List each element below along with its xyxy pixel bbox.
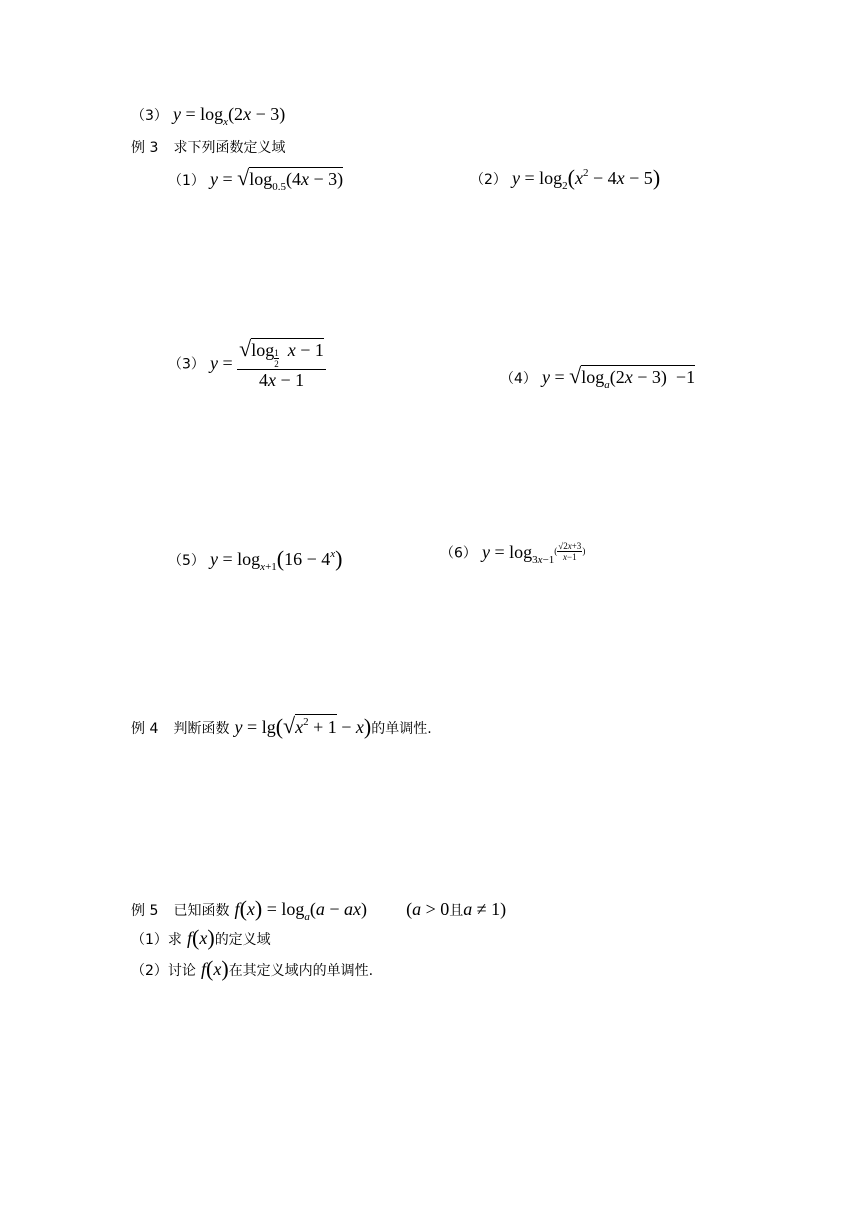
condition: (a > 0且a ≠ 1) (406, 899, 507, 919)
formula: f(x) (201, 956, 229, 981)
example-label: 例 3 (131, 140, 159, 156)
condition-conjunction: 且 (449, 903, 464, 919)
formula: $y = \log_{x+1}(16 - 4^x)$ (210, 546, 343, 573)
example-suffix: 的单调性. (371, 721, 432, 737)
example-label: 例 5 (131, 903, 159, 919)
item-label: （2） (470, 172, 507, 188)
example-prefix: 已知函数 (173, 903, 230, 919)
formula: $y = \log_{3x-1}^{( \frac{√2x+3}{x-1} )}$ (482, 541, 586, 566)
q2-label: （2）讨论 (131, 963, 196, 979)
item-label: （3） (168, 356, 205, 373)
formula: $f(x) = \log_a(a - ax)$ (234, 896, 368, 923)
ex3-item-5 (168, 546, 342, 573)
q2-suffix: 在其定义域内的单调性. (228, 963, 374, 979)
example-prefix: 判断函数 (173, 721, 230, 737)
formula: y = (210, 352, 238, 373)
q1-label: （1）求 (131, 932, 182, 948)
fraction: √log $_{\frac{1}{2}}$ x − 1 4x − 1 (239, 336, 324, 390)
example-5-q1 (131, 925, 271, 951)
ex3-item-6 (440, 541, 585, 566)
example-title: 求下列函数定义域 (173, 140, 286, 156)
example-5-q2 (131, 956, 373, 982)
ex3-item-3 (168, 336, 326, 391)
item-label: （1） (168, 173, 205, 189)
example-4 (131, 713, 432, 740)
formula: $y = √\log_a(2x - 3) -1$ (542, 363, 696, 391)
item-label: （4） (500, 371, 537, 387)
item-label: （6） (440, 545, 477, 562)
formula: f(x) (187, 925, 215, 950)
example-label: 例 4 (131, 721, 159, 737)
example-3-heading (131, 137, 285, 157)
item-label: （3） (131, 108, 168, 124)
formula: $y = √\log_{0.5}(4x - 3)$ (210, 165, 344, 193)
formula: $y = \log_2(x^2 - 4x - 5)$ (512, 165, 661, 192)
ex3-item-4 (500, 363, 695, 391)
ex3-item-1 (168, 165, 343, 193)
ex3-item-2 (470, 165, 660, 192)
q1-suffix: 的定义域 (214, 932, 271, 948)
problem-3-top (131, 104, 285, 128)
formula: $y = \log_x(2x - 3)$ (173, 104, 286, 128)
item-label: （5） (168, 553, 205, 569)
formula: $y = \lg(√x^2 + 1 - x)$ (234, 713, 372, 739)
example-5 (131, 896, 506, 923)
